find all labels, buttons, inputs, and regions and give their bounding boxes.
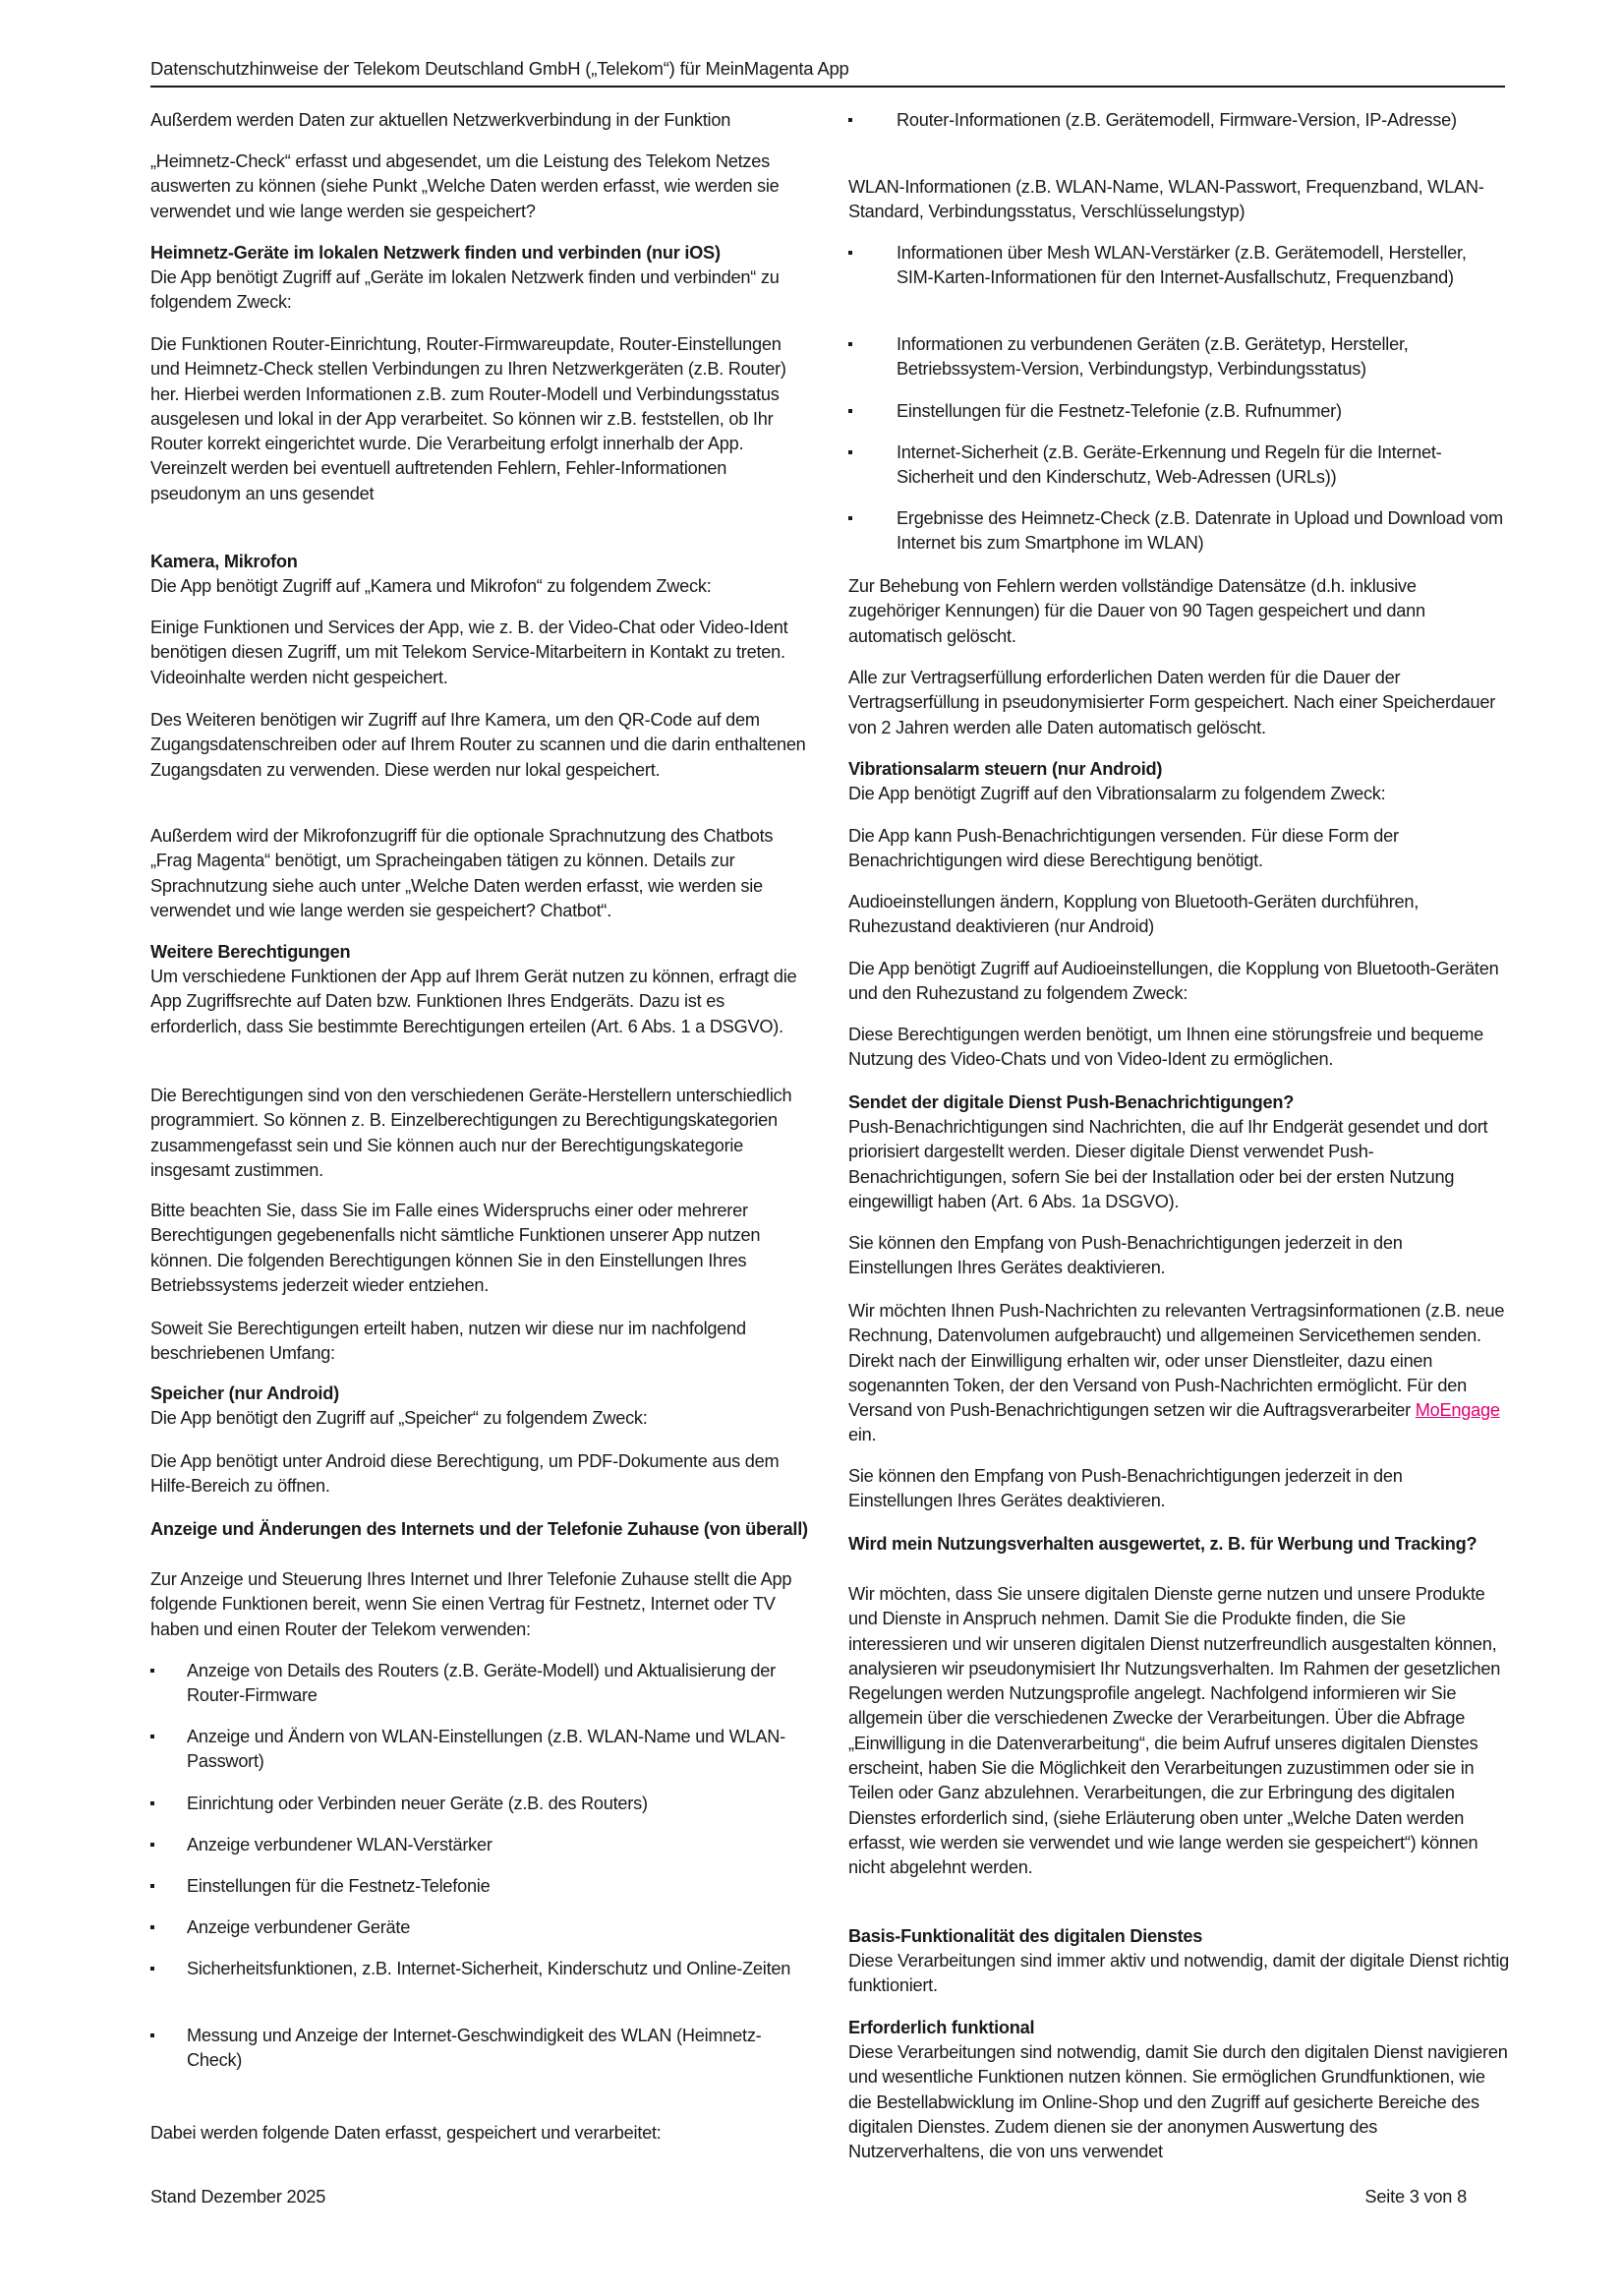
paragraph: Die App benötigt Zugriff auf „Kamera und Mikrofon“ zu folgendem Zweck: <box>150 576 712 596</box>
footer-date: Stand Dezember 2025 <box>150 2187 326 2207</box>
bullet-icon <box>150 1884 154 1888</box>
paragraph: WLAN-Informationen (z.B. WLAN-Name, WLAN-Passwort, Frequenzband, WLAN-Standard, Verbindungsstatus, Verschlüsselungstyp) <box>848 177 1484 222</box>
paragraph-text: ein. <box>848 1425 877 1445</box>
paragraph: Alle zur Vertragserfüllung erforderlichen Daten werden für die Dauer der Vertragserfüllung in pseudonymisierter Form gespeichert. Nach einer Speicherdauer von 2 Jahren werden alle Daten automatisch gelöscht. <box>848 668 1496 737</box>
list-item-text: Anzeige und Ändern von WLAN-Einstellungen (z.B. WLAN-Name und WLAN-Passwort) <box>187 1727 785 1772</box>
bullet-icon <box>150 1967 154 1971</box>
page-header <box>150 56 1505 88</box>
bullet-icon <box>150 2033 154 2037</box>
bullet-icon <box>848 342 852 346</box>
list-item-text: Anzeige verbundener WLAN-Verstärker <box>187 1835 492 1854</box>
paragraph: „Heimnetz-Check“ erfasst und abgesendet, um die Leistung des Telekom Netzes auswerten zu können (siehe Punkt „Welche Daten werden erfasst, wie werden sie verwendet und wie lange werden sie gespeichert? <box>150 151 780 221</box>
section-heading: Heimnetz-Geräte im lokalen Netzwerk finden und verbinden (nur iOS) <box>150 243 721 263</box>
bullet-icon <box>150 1925 154 1929</box>
bullet-icon <box>848 118 852 122</box>
list-item-text: Router-Informationen (z.B. Gerätemodell, Firmware-Version, IP-Adresse) <box>897 110 1457 130</box>
section-heading: Erforderlich funktional <box>848 2018 1035 2037</box>
bullet-icon <box>150 1669 154 1673</box>
paragraph: Die App benötigt den Zugriff auf „Speicher“ zu folgendem Zweck: <box>150 1408 648 1428</box>
paragraph: Die App benötigt Zugriff auf „Geräte im lokalen Netzwerk finden und verbinden“ zu folgendem Zweck: <box>150 267 780 313</box>
list-item-text: Messung und Anzeige der Internet-Geschwindigkeit des WLAN (Heimnetz-Check) <box>187 2026 762 2071</box>
paragraph: Des Weiteren benötigen wir Zugriff auf Ihre Kamera, um den QR-Code auf dem Zugangsdatenschreiben oder auf Ihrem Router zu scannen und die darin enthaltenen Zugangsdaten zu verwenden. Diese werden nur lokal gespeichert. <box>150 710 806 780</box>
section-heading: Basis-Funktionalität des digitalen Dienstes <box>848 1926 1203 1946</box>
bullet-icon <box>150 1801 154 1805</box>
paragraph: Audioeinstellungen ändern, Kopplung von Bluetooth-Geräten durchführen, Ruhezustand deaktivieren (nur Android) <box>848 892 1419 937</box>
list-item-text: Internet-Sicherheit (z.B. Geräte-Erkennung und Regeln für die Internet-Sicherheit und den Kinderschutz, Web-Adressen (URLs)) <box>897 442 1442 488</box>
list-item-text: Anzeige von Details des Routers (z.B. Geräte-Modell) und Aktualisierung der Router-Firmware <box>187 1661 776 1706</box>
bullet-icon <box>848 409 852 413</box>
document-title: Datenschutzhinweise der Telekom Deutschland GmbH („Telekom“) für MeinMagenta App <box>150 58 849 79</box>
section-heading: Kamera, Mikrofon <box>150 552 298 571</box>
paragraph: Außerdem wird der Mikrofonzugriff für die optionale Sprachnutzung des Chatbots „Frag Magenta“ benötigt, um Spracheingaben tätigen zu können. Details zur Sprachnutzung siehe auch unter „Welche Daten werden erfasst, wie werden sie verwendet und wie lange werden sie gespeichert? Chatbot“. <box>150 826 774 920</box>
section-heading: Vibrationsalarm steuern (nur Android) <box>848 759 1163 779</box>
list-item-text: Informationen zu verbundenen Geräten (z.B. Gerätetyp, Hersteller, Betriebssystem-Version, Verbindungstyp, Verbindungsstatus) <box>897 334 1409 380</box>
paragraph: Zur Anzeige und Steuerung Ihres Internet und Ihrer Telefonie Zuhause stellt die App folgende Funktionen bereit, wenn Sie einen Vertrag für Festnetz, Internet oder TV haben und einen Router der Telekom verwenden: <box>150 1569 792 1639</box>
list-item-text: Sicherheitsfunktionen, z.B. Internet-Sicherheit, Kinderschutz und Online-Zeiten <box>187 1959 791 1978</box>
page-number: Seite 3 von 8 <box>1364 2187 1467 2207</box>
paragraph: Einige Funktionen und Services der App, wie z. B. der Video-Chat oder Video-Ident benötigen diesen Zugriff, um mit Telekom Service-Mitarbeitern in Kontakt zu treten. Videoinhalte werden nicht gespeichert. <box>150 618 788 687</box>
list-item-text: Anzeige verbundener Geräte <box>187 1917 411 1937</box>
list-item-text: Einstellungen für die Festnetz-Telefonie (z.B. Rufnummer) <box>897 401 1342 421</box>
section-heading: Speicher (nur Android) <box>150 1383 339 1403</box>
paragraph: Sie können den Empfang von Push-Benachrichtigungen jederzeit in den Einstellungen Ihres Gerätes deaktivieren. <box>848 1233 1403 1278</box>
section-heading: Sendet der digitale Dienst Push-Benachrichtigungen? <box>848 1092 1295 1112</box>
paragraph: Die App kann Push-Benachrichtigungen versenden. Für diese Form der Benachrichtigungen wird diese Berechtigung benötigt. <box>848 826 1399 871</box>
paragraph: Diese Verarbeitungen sind notwendig, damit Sie durch den digitalen Dienst navigieren und wesentliche Funktionen nutzen können. Sie ermöglichen Grundfunktionen, wie die Bestellabwicklung im Online-Shop und den Zugriff auf gesicherte Bereiche des digitalen Dienstes. Zudem dienen sie der anonymen Auswertung des Nutzerverhaltens, die von uns verwendet <box>848 2042 1508 2162</box>
paragraph: Bitte beachten Sie, dass Sie im Falle eines Widerspruchs einer oder mehrerer Berechtigungen gegebenenfalls nicht sämtliche Funktionen unserer App nutzen können. Die folgenden Berechtigungen können Sie in den Einstellungen Ihres Betriebssystems jederzeit wieder entziehen. <box>150 1201 761 1295</box>
moengage-link[interactable]: MoEngage <box>1415 1400 1500 1421</box>
paragraph: Push-Benachrichtigungen sind Nachrichten, die auf Ihr Endgerät gesendet und dort priorisiert dargestellt werden. Dieser digitale Dienst verwendet Push-Benachrichtigungen, sofern Sie bei der Installation oder bei der ersten Nutzung eingewilligt haben (Art. 6 Abs. 1a DSGVO). <box>848 1117 1488 1211</box>
paragraph: Diese Verarbeitungen sind immer aktiv und notwendig, damit der digitale Dienst richtig funktioniert. <box>848 1951 1510 1996</box>
list-item-text: Einrichtung oder Verbinden neuer Geräte (z.B. des Routers) <box>187 1794 648 1813</box>
paragraph: Die App benötigt Zugriff auf den Vibrationsalarm zu folgendem Zweck: <box>848 784 1386 803</box>
section-heading: Weitere Berechtigungen <box>150 942 351 962</box>
list-item-text: Informationen über Mesh WLAN-Verstärker (z.B. Gerätemodell, Hersteller, SIM-Karten-Informationen für den Internet-Ausfallschutz, Frequenzband) <box>897 243 1467 288</box>
list-item-text: Einstellungen für die Festnetz-Telefonie <box>187 1876 491 1896</box>
paragraph: Die Funktionen Router-Einrichtung, Router-Firmwareupdate, Router-Einstellungen und Heimnetz-Check stellen Verbindungen zu Ihren Netzwerkgeräten (z.B. Router) her. Hierbei werden Informationen z.B. zum Router-Modell und Verbindungsstatus ausgelesen und lokal in der App verarbeitet. So können wir z.B. feststellen, ob Ihr Router korrekt eingerichtet wurde. Die Verarbeitung erfolgt innerhalb der App. Vereinzelt werden bei eventuell auftretenden Fehlern, Fehler-Informationen pseudonym an uns gesendet <box>150 334 786 503</box>
bullet-icon <box>150 1735 154 1738</box>
bullet-icon <box>848 450 852 454</box>
paragraph-text: Wir möchten Ihnen Push-Nachrichten zu relevanten Vertragsinformationen (z.B. neue Rechnung, Datenvolumen aufgebraucht) und allgemeinen Servicethemen senden. Direkt nach der Einwilligung erhalten wir, oder unser Dienstleiter, dazu einen sogenannten Token, der den Versand von Push-Nachrichten ermöglicht. Für den Versand von Push-Benachrichtigungen setzen wir die Auftragsverarbeiter <box>848 1301 1505 1421</box>
paragraph: Außerdem werden Daten zur aktuellen Netzwerkverbindung in der Funktion <box>150 110 731 130</box>
section-heading: Wird mein Nutzungsverhalten ausgewertet, z. B. für Werbung und Tracking? <box>848 1534 1477 1554</box>
paragraph: Zur Behebung von Fehlern werden vollständige Datensätze (d.h. inklusive zugehöriger Kennungen) für die Dauer von 90 Tagen gespeichert und dann automatisch gelöscht. <box>848 576 1425 646</box>
paragraph: Um verschiedene Funktionen der App auf Ihrem Gerät nutzen zu können, erfragt die App Zugriffsrechte auf Daten bzw. Funktionen Ihres Endgeräts. Dazu ist es erforderlich, dass Sie bestimmte Berechtigungen erteilen (Art. 6 Abs. 1 a DSGVO). <box>150 967 797 1036</box>
paragraph: Die Berechtigungen sind von den verschiedenen Geräte-Herstellern unterschiedlich programmiert. So können z. B. Einzelberechtigungen zu Berechtigungskategorien zusammengefasst sein und Sie können auch nur der Berechtigungskategorie insgesamt zustimmen. <box>150 1086 792 1180</box>
bullet-icon <box>848 516 852 520</box>
list-item-text: Ergebnisse des Heimnetz-Check (z.B. Datenrate in Upload und Download vom Internet bis zum Smartphone im WLAN) <box>897 508 1503 554</box>
paragraph: Soweit Sie Berechtigungen erteilt haben, nutzen wir diese nur im nachfolgend beschriebenen Umfang: <box>150 1319 746 1364</box>
paragraph: Diese Berechtigungen werden benötigt, um Ihnen eine störungsfreie und bequeme Nutzung des Video-Chats und von Video-Ident zu ermöglichen. <box>848 1025 1484 1070</box>
section-heading: Anzeige und Änderungen des Internets und der Telefonie Zuhause (von überall) <box>150 1519 808 1539</box>
bullet-icon <box>150 1843 154 1847</box>
paragraph: Die App benötigt Zugriff auf Audioeinstellungen, die Kopplung von Bluetooth-Geräten und den Ruhezustand zu folgendem Zweck: <box>848 959 1499 1004</box>
paragraph: Sie können den Empfang von Push-Benachrichtigungen jederzeit in den Einstellungen Ihres Gerätes deaktivieren. <box>848 1466 1403 1511</box>
paragraph: Wir möchten, dass Sie unsere digitalen Dienste gerne nutzen und unsere Produkte und Dienste in Anspruch nehmen. Damit Sie die Produkte finden, die Sie interessieren und wir unseren digitalen Dienst nutzerfreundlich ausgestalten können, analysieren wir pseudonymisiert Ihr Nutzungsverhalten. Im Rahmen der gesetzlichen Regelungen werden Nutzungsprofile angelegt. Nachfolgend informieren wir Sie allgemein über die verschiedenen Zwecke der Verarbeitungen. Über die Abfrage „Einwilligung in die Datenverarbeitung“, die beim Aufruf unseres digitalen Dienstes erscheint, haben Sie die Möglichkeit den Verarbeitungen zuzustimmen oder sie in Teilen oder Ganz abzulehnen. Verarbeitungen, die zur Erbringung des digitalen Dienstes erforderlich sind, (siehe Erläuterung oben unter „Welche Daten werden erfasst, wie werden sie verwendet und wie lange werden sie gespeichert“) können nicht abgelehnt werden. <box>848 1584 1501 1878</box>
paragraph <box>848 1299 1509 1448</box>
bullet-icon <box>848 251 852 255</box>
paragraph: Die App benötigt unter Android diese Berechtigung, um PDF-Dokumente aus dem Hilfe-Bereich zu öffnen. <box>150 1451 780 1497</box>
paragraph: Dabei werden folgende Daten erfasst, gespeichert und verarbeitet: <box>150 2123 662 2143</box>
